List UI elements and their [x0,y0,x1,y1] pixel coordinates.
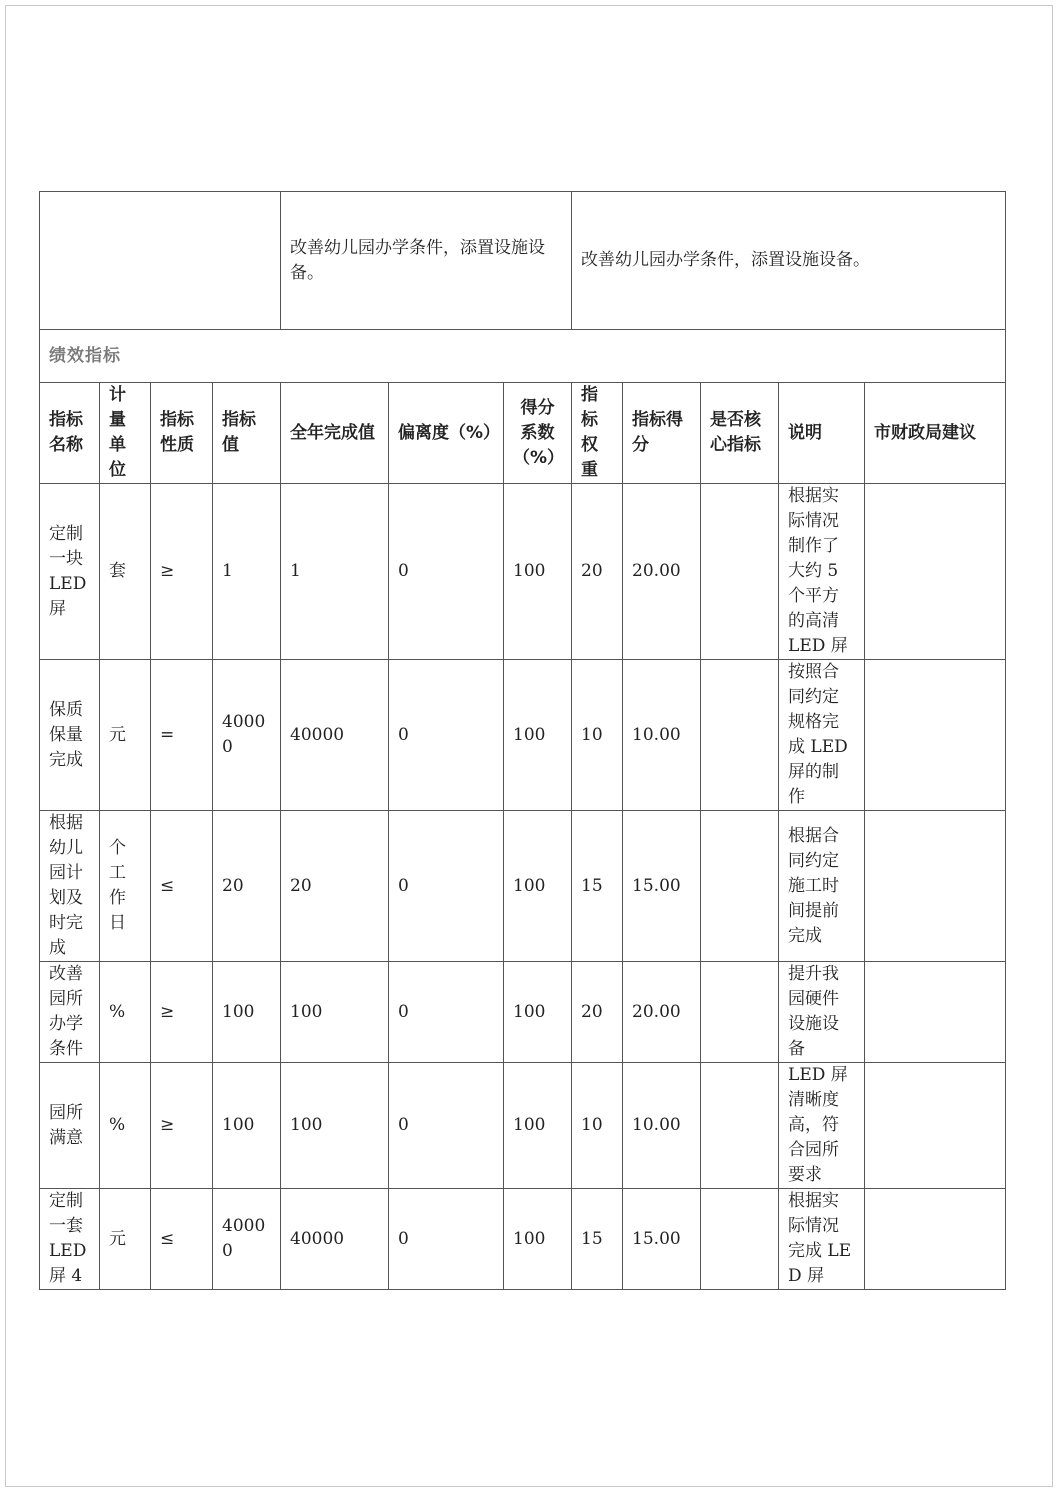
section-title: 绩效指标 [40,330,1006,383]
core-flag [701,660,779,811]
score: 20.00 [623,484,701,660]
advice [865,811,1006,962]
header-row [40,383,1006,484]
header-cell: 得分系数（%） [504,383,572,484]
deviation: 0 [389,1189,504,1290]
deviation: 0 [389,811,504,962]
actual-value: 100 [281,962,389,1063]
top-cell-b: 改善幼儿园办学条件，添置设施设备。 [281,192,572,330]
target-value: 100 [213,1063,281,1189]
unit: 套 [100,484,151,660]
note: 提升我园硬件设施设备 [779,962,865,1063]
target-value: 40000 [213,660,281,811]
score: 10.00 [623,1063,701,1189]
coefficient: 100 [504,1063,572,1189]
core-flag [701,1063,779,1189]
unit: % [100,1063,151,1189]
coefficient: 100 [504,811,572,962]
unit: 元 [100,660,151,811]
target-value: 40000 [213,1189,281,1290]
weight: 10 [572,1063,623,1189]
actual-value: 20 [281,811,389,962]
advice [865,660,1006,811]
header-cell: 指标得分 [623,383,701,484]
note: 根据实际情况完成 LED 屏 [779,1189,865,1290]
table-row [40,1189,1006,1290]
weight: 15 [572,811,623,962]
indicator-name: 园所满意 [40,1063,100,1189]
indicator-name: 定制一块LED屏 [40,484,100,660]
target-value: 20 [213,811,281,962]
nature: ≥ [151,1063,213,1189]
indicator-name: 保质保量完成 [40,660,100,811]
advice [865,1189,1006,1290]
actual-value: 1 [281,484,389,660]
header-cell: 指标值 [213,383,281,484]
weight: 10 [572,660,623,811]
note: LED 屏清晰度高，符合园所要求 [779,1063,865,1189]
core-flag [701,484,779,660]
core-flag [701,962,779,1063]
advice [865,484,1006,660]
deviation: 0 [389,962,504,1063]
target-value: 1 [213,484,281,660]
section-row [40,330,1006,383]
header-cell: 说明 [779,383,865,484]
top-cell-c: 改善幼儿园办学条件，添置设施设备。 [572,192,1006,330]
header-cell: 全年完成值 [281,383,389,484]
indicator-name: 根据幼儿园计划及时完成 [40,811,100,962]
deviation: 0 [389,660,504,811]
performance-table [39,191,1006,1290]
nature: ≥ [151,962,213,1063]
actual-value: 40000 [281,1189,389,1290]
score: 10.00 [623,660,701,811]
coefficient: 100 [504,962,572,1063]
table-row [40,1063,1006,1189]
weight: 20 [572,962,623,1063]
header-cell: 市财政局建议 [865,383,1006,484]
advice [865,1063,1006,1189]
actual-value: 40000 [281,660,389,811]
deviation: 0 [389,484,504,660]
coefficient: 100 [504,660,572,811]
nature: ≥ [151,484,213,660]
header-cell: 指标权重 [572,383,623,484]
indicator-name: 定制一套LED屏 4 [40,1189,100,1290]
header-cell: 偏离度（%） [389,383,504,484]
header-cell: 是否核心指标 [701,383,779,484]
header-cell: 指标性质 [151,383,213,484]
note: 根据实际情况制作了大约 5 个平方的高清 LED 屏 [779,484,865,660]
core-flag [701,1189,779,1290]
score: 20.00 [623,962,701,1063]
unit: 个工作日 [100,811,151,962]
coefficient: 100 [504,484,572,660]
weight: 20 [572,484,623,660]
table-row [40,811,1006,962]
nature: ≤ [151,811,213,962]
note: 根据合同约定施工时间提前完成 [779,811,865,962]
indicator-name: 改善园所办学条件 [40,962,100,1063]
weight: 15 [572,1189,623,1290]
score: 15.00 [623,811,701,962]
top-cell-a [40,192,281,330]
unit: % [100,962,151,1063]
unit: 元 [100,1189,151,1290]
actual-value: 100 [281,1063,389,1189]
advice [865,962,1006,1063]
header-cell: 指标名称 [40,383,100,484]
target-value: 100 [213,962,281,1063]
coefficient: 100 [504,1189,572,1290]
nature: = [151,660,213,811]
nature: ≤ [151,1189,213,1290]
table-row [40,484,1006,660]
note: 按照合同约定规格完成 LED 屏的制作 [779,660,865,811]
core-flag [701,811,779,962]
score: 15.00 [623,1189,701,1290]
table-row [40,660,1006,811]
top-row [40,192,1006,330]
header-cell: 计量单位 [100,383,151,484]
deviation: 0 [389,1063,504,1189]
table-row [40,962,1006,1063]
